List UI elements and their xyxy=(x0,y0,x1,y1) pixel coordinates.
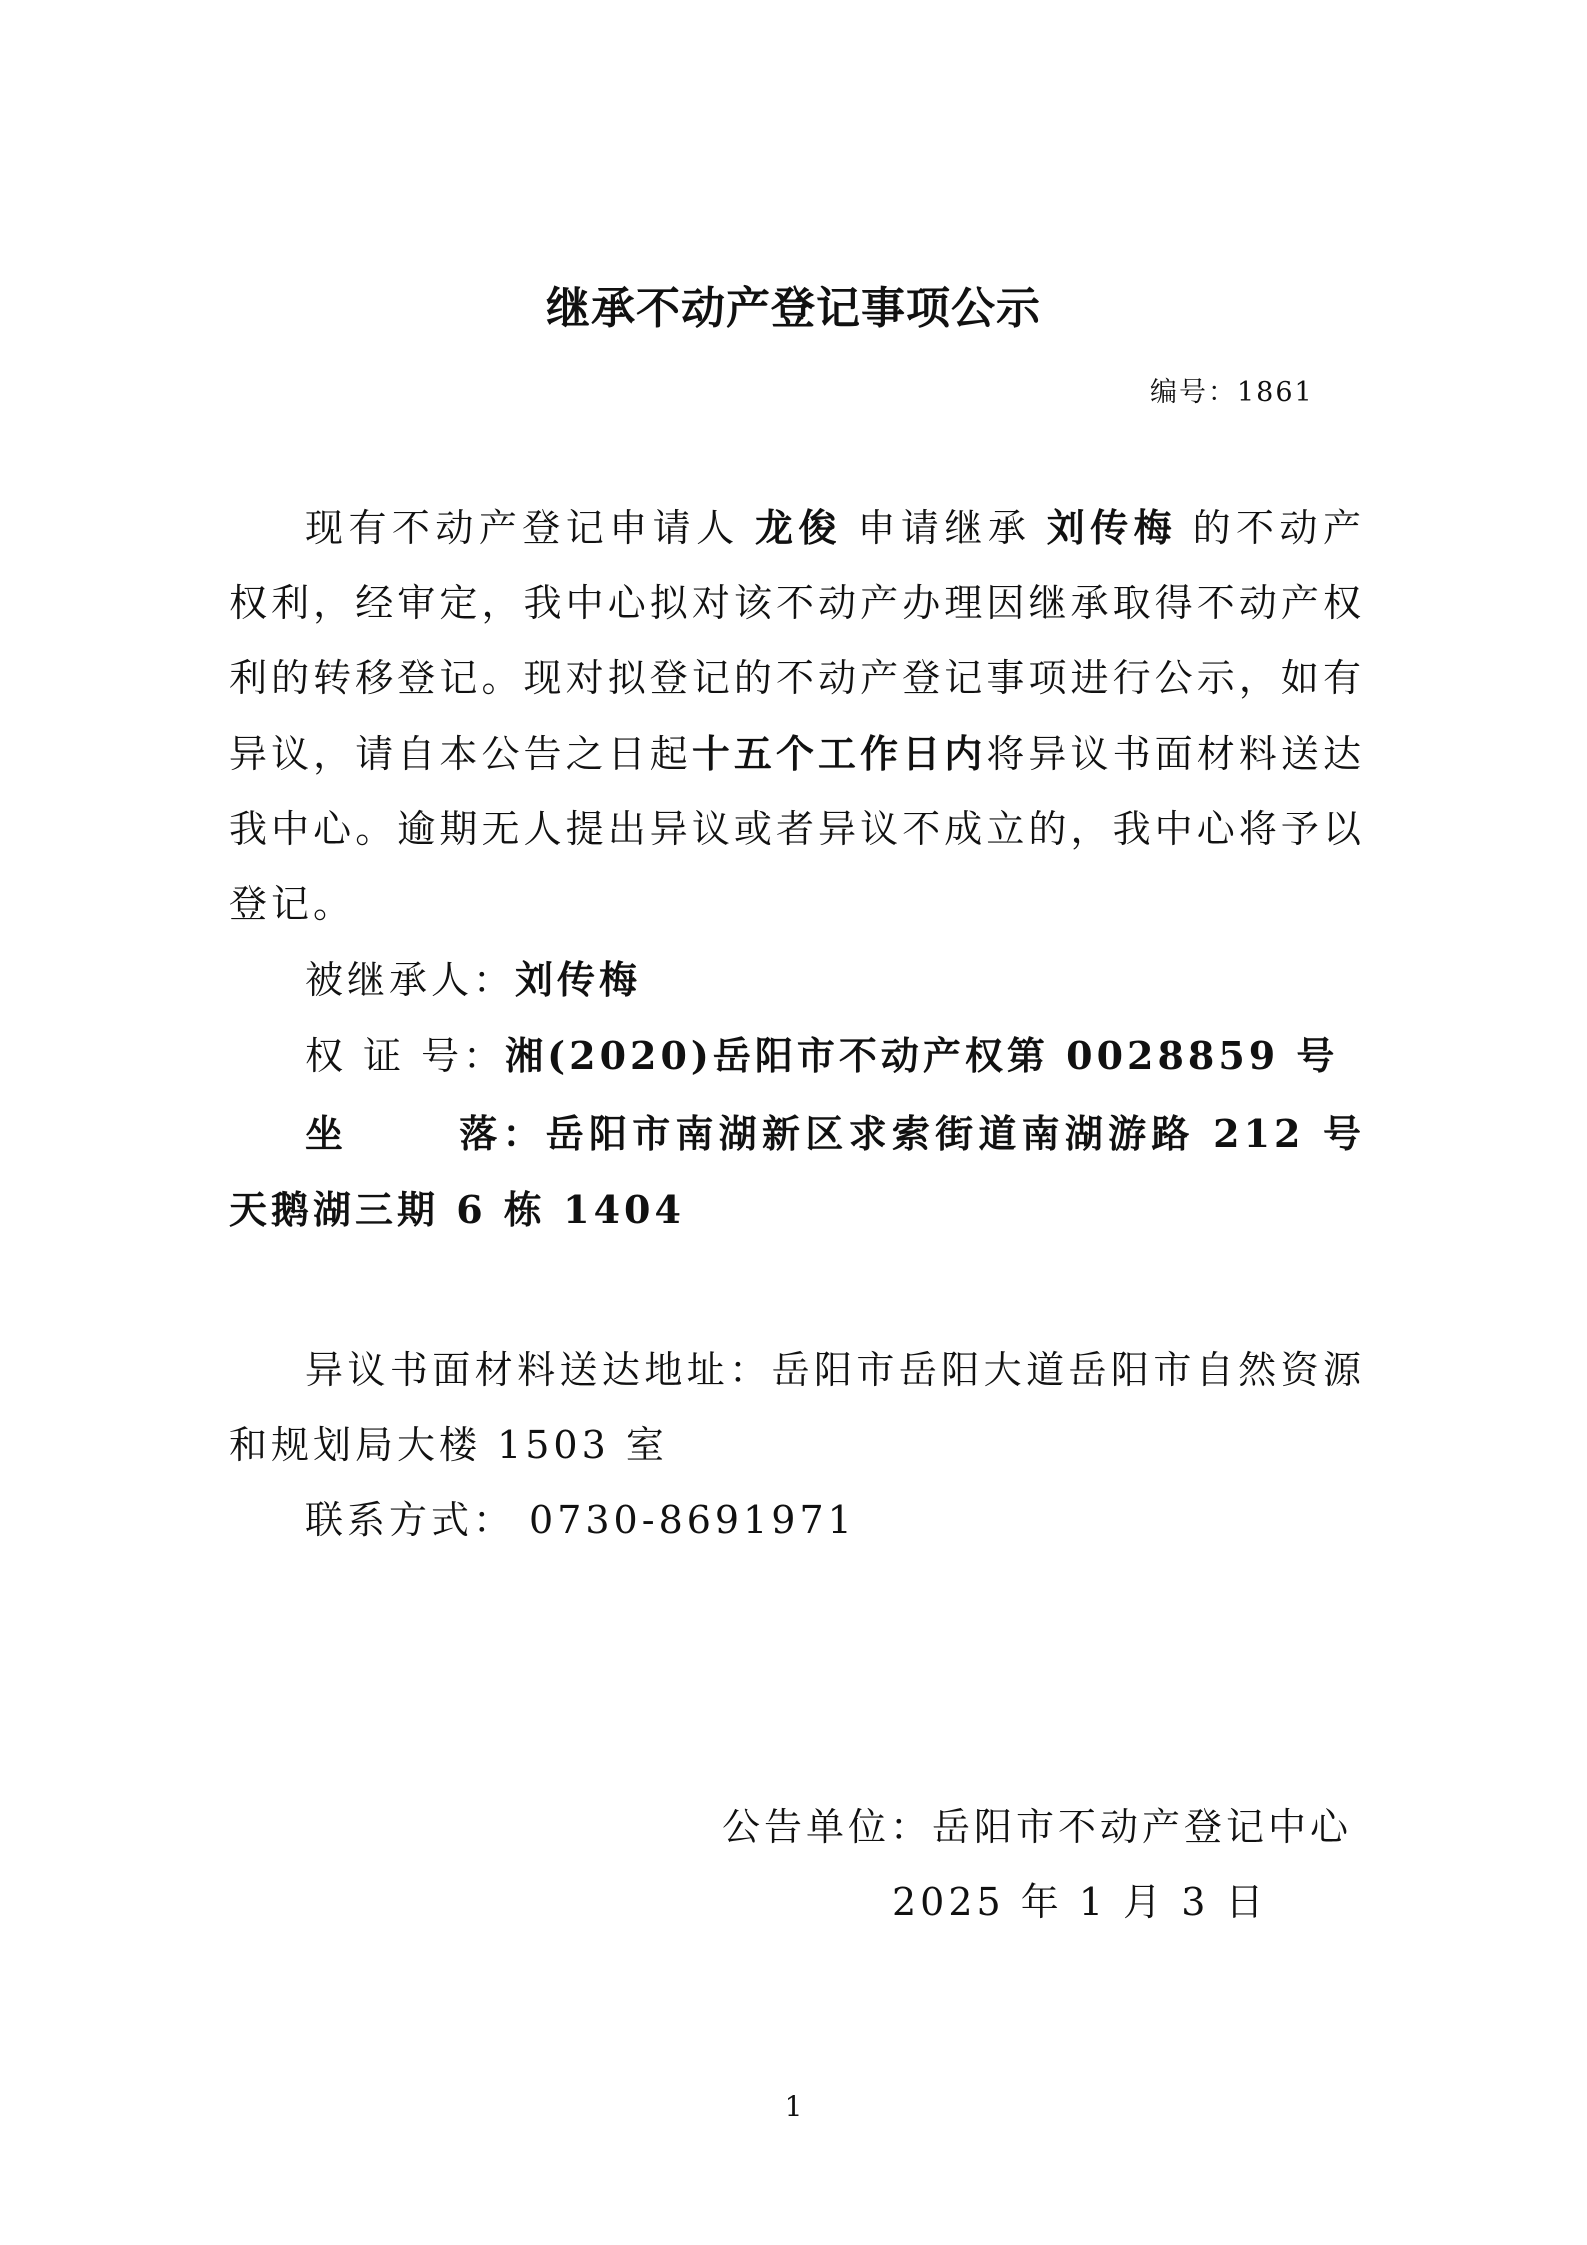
contact-row xyxy=(229,1483,1365,1558)
notice-paragraph xyxy=(229,490,1365,942)
certificate-value: 湘(2020)岳阳市不动产权第 0028859 号 xyxy=(505,1033,1339,1078)
location-label: 坐 落： xyxy=(305,1111,546,1156)
notice-text-d: 将异议书面材料送达我中心。逾期无人提出异议或者异议不成立的，我中心将予以登记。 xyxy=(229,732,1365,926)
notice-body xyxy=(229,490,1365,1248)
location-row xyxy=(229,1096,1365,1248)
certificate-label: 权 证 号： xyxy=(305,1034,506,1078)
heir-label: 被继承人： xyxy=(305,958,516,1002)
location-value: 岳阳市南湖新区求索街道南湖游路 212 号天鹅湖三期 6 栋 1404 xyxy=(229,1111,1365,1232)
issue-date: 2025 年 1 月 3 日 xyxy=(892,1880,1268,1924)
issuer-line: 公告单位：岳阳市不动产登记中心 xyxy=(722,1805,1353,1849)
objection-block xyxy=(229,1333,1365,1558)
document-title: 继承不动产登记事项公示 xyxy=(546,283,1041,334)
applicant-name: 龙俊 xyxy=(753,505,842,550)
decedent-name: 刘传梅 xyxy=(1045,505,1178,550)
contact-label: 联系方式： xyxy=(305,1498,516,1542)
heir-row xyxy=(229,942,1365,1018)
notice-text-c: 的不动产权利，经审定，我中心拟对该不动产办理因继承取得不动产权利的转移登记。现对拟登记的不动产登记事项进行公示，如有异议，请自本公告之日起 xyxy=(229,506,1365,776)
objection-address: 异议书面材料送达地址：岳阳市岳阳大道岳阳市自然资源和规划局大楼 1503 室 xyxy=(229,1348,1365,1467)
notice-text-b: 申请继承 xyxy=(855,506,1032,550)
page-number: 1 xyxy=(784,2090,803,2123)
objection-deadline: 十五个工作日内 xyxy=(691,731,987,776)
heir-value: 刘传梅 xyxy=(515,957,642,1002)
contact-value: 0730-8691971 xyxy=(529,1498,856,1542)
certificate-row xyxy=(229,1018,1365,1094)
notice-text-a: 现有不动产登记申请人 xyxy=(305,506,740,550)
serial-number: 编号：1861 xyxy=(1150,377,1314,408)
